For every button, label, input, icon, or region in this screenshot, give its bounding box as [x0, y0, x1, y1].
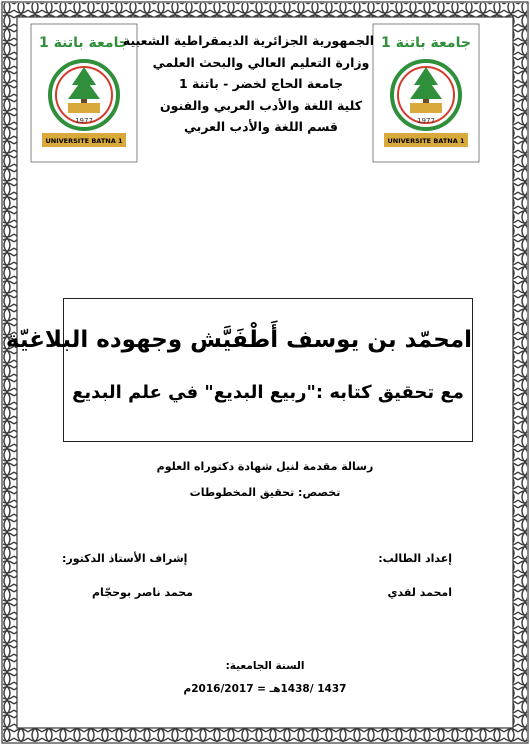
academic-year-value: 1437 /1438هـ = 2016/2017م — [183, 683, 347, 695]
academic-year-label: السنة الجامعية: — [225, 660, 305, 672]
title-frame — [5, 298, 473, 442]
header-line-university: جامعة الحاج لخضر - باتنة 1 — [179, 76, 343, 91]
logo-year: 1977 — [75, 117, 93, 125]
student-name: امحمد لقدي — [387, 586, 452, 599]
thesis-title: امحمّد بن يوسف أَطْفَيَّش وجهوده البلاغيّة — [5, 327, 472, 353]
header-line-department: قسم اللغة والأدب العربي — [184, 119, 338, 134]
student-label: إعداد الطالب: — [378, 552, 452, 565]
degree-description: رسالة مقدمة لنيل شهادة دكتوراه العلوم — [156, 460, 374, 473]
institution-header — [122, 30, 374, 138]
logo-latin-name: UNIVERSITE BATNA 1 — [45, 137, 123, 145]
logo-arabic-name: جامعة باتنة 1 — [381, 35, 471, 51]
header-line-ministry: وزارة التعليم العالي والبحث العلمي — [152, 54, 370, 70]
header-line-republic: الجمهورية الجزائرية الديمقراطية الشعبية — [122, 33, 374, 48]
logo-year: 1977 — [417, 117, 435, 125]
supervisor-label: إشراف الأستاذ الدكتور: — [62, 552, 188, 565]
header-line-faculty: كلية اللغة والأدب العربي والفنون — [159, 97, 363, 113]
specialty: تخصص: تحقيق المخطوطات — [189, 486, 341, 499]
thesis-subtitle: مع تحقيق كتابه :"ربيع البديع" في علم البديع — [72, 382, 464, 403]
logo-arabic-name: جامعة باتنة 1 — [39, 35, 129, 51]
supervisor-name: محمد ناصر بوحجّام — [92, 586, 193, 599]
logo-latin-name: UNIVERSITE BATNA 1 — [387, 137, 465, 145]
